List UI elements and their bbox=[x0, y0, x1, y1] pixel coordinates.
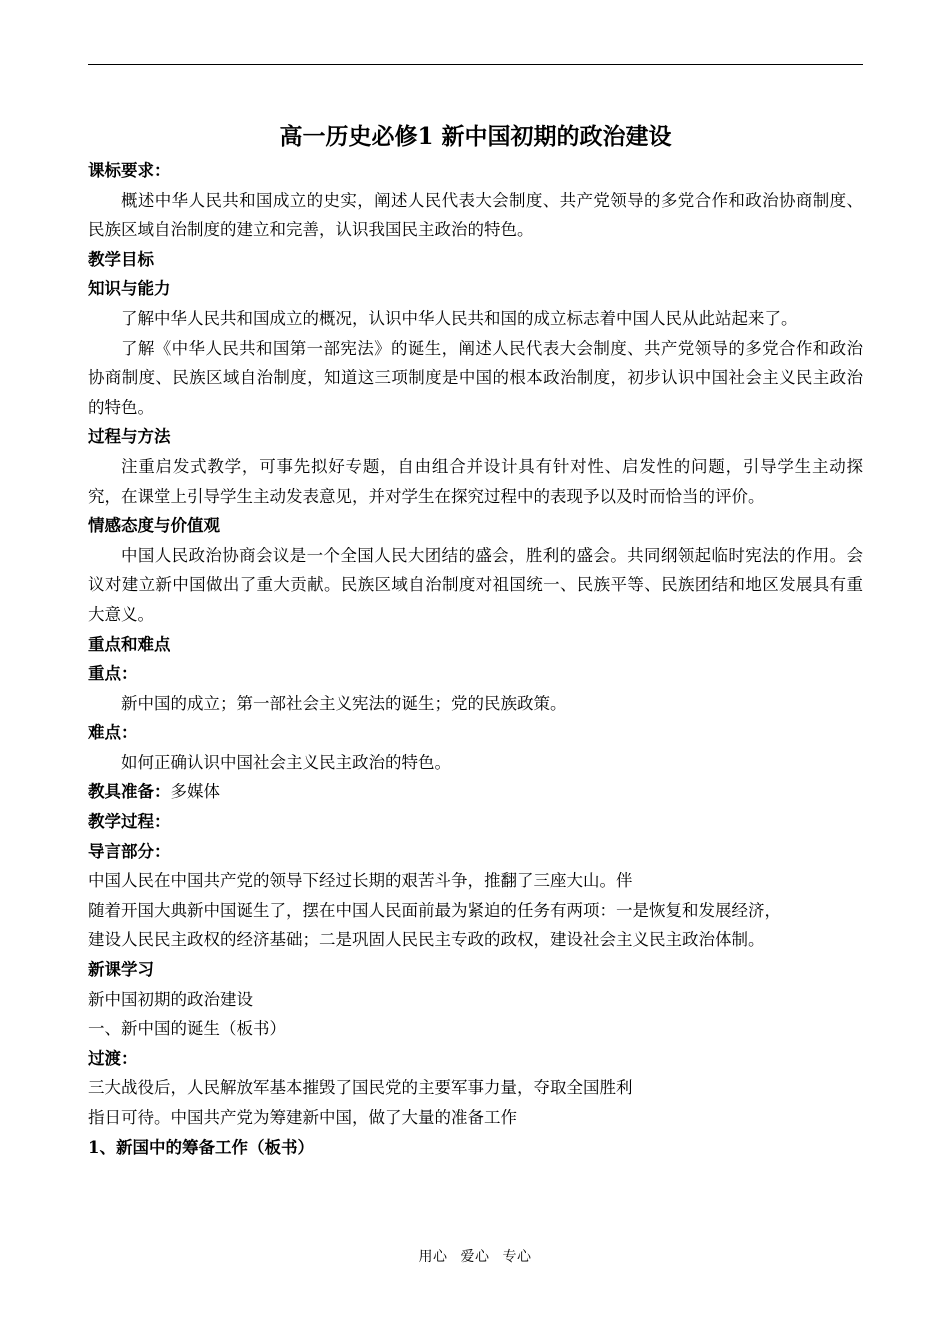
document-body bbox=[88, 120, 863, 1162]
transition-line-1: 三大战役后，人民解放军基本摧毁了国民党的主要军事力量，夺取全国胜利 bbox=[88, 1078, 633, 1098]
process-heading: 过程与方法 bbox=[88, 427, 171, 447]
intro-line-2: 随着开国大典新中国诞生了，摆在中国人民面前最为紧迫的任务有两项：一是恢复和发展经济， bbox=[88, 900, 781, 920]
intro-line-3: 建设人民民主政权的经济基础；二是巩固人民民主专政的政权，建设社会主义民主政治体制。 bbox=[88, 930, 765, 950]
page-title: 高一历史必修1 新中国初期的政治建设 bbox=[279, 123, 672, 150]
knowledge-heading: 知识与能力 bbox=[88, 279, 171, 299]
page-footer: 用心 爱心 专心 bbox=[418, 1249, 532, 1265]
knowledge-paragraph-2: 了解《中华人民共和国第一部宪法》的诞生，阐述人民代表大会制度、共产党领导的多党合作和政治协商制度、民族区域自治制度，知道这三项制度是中国的根本政治制度，初步认识中国社会主义民主政治的特色。 bbox=[88, 338, 863, 417]
new-lesson-heading: 新课学习 bbox=[88, 960, 154, 980]
transition-heading: 过渡： bbox=[88, 1048, 138, 1068]
difficult-text: 如何正确认识中国社会主义民主政治的特色。 bbox=[121, 752, 451, 772]
item-1-title: 1、新国中的筹备工作（板书） bbox=[88, 1137, 314, 1157]
header-rule bbox=[88, 64, 863, 65]
part-1-title: 一、新中国的诞生（板书） bbox=[88, 1019, 286, 1039]
intro-heading: 导言部分： bbox=[88, 841, 171, 861]
teaching-process-heading: 教学过程： bbox=[88, 812, 171, 832]
process-text: 注重启发式教学，可事先拟好专题，自由组合并设计具有针对性、启发性的问题，引导学生主动探究，在课堂上引导学生主动发表意见，并对学生在探究过程中的表现予以及时而恰当的评价。 bbox=[88, 456, 863, 506]
transition-line-2: 指日可待。中国共产党为筹建新中国，做了大量的准备工作 bbox=[88, 1108, 517, 1127]
knowledge-paragraph-1: 了解中华人民共和国成立的概况，认识中华人民共和国的成立标志着中国人民从此站起来了。 bbox=[121, 308, 798, 328]
goals-heading: 教学目标 bbox=[88, 249, 154, 269]
curriculum-text: 概述中华人民共和国成立的史实，阐述人民代表大会制度、共产党领导的多党合作和政治协商制度、民族区域自治制度的建立和完善，认识我国民主政治的特色。 bbox=[88, 190, 863, 240]
emotion-text: 中国人民政治协商会议是一个全国人民大团结的盛会，胜利的盛会。共同纲领起临时宪法的作用。会议对建立新中国做出了重大贡献。民族区域自治制度对祖国统一、民族平等、民族团结和地区发展具有重大意义。 bbox=[88, 545, 863, 624]
new-lesson-title: 新中国初期的政治建设 bbox=[88, 989, 253, 1009]
tools-heading: 教具准备： bbox=[88, 782, 171, 802]
tools-text: 多媒体 bbox=[170, 782, 220, 802]
keypoints-heading: 重点和难点 bbox=[88, 634, 171, 654]
difficult-heading: 难点： bbox=[88, 723, 138, 743]
curriculum-heading: 课标要求： bbox=[88, 161, 171, 180]
tools-line bbox=[88, 777, 863, 807]
key-text: 新中国的成立；第一部社会主义宪法的诞生；党的民族政策。 bbox=[121, 693, 567, 713]
emotion-heading: 情感态度与价值观 bbox=[88, 516, 220, 536]
key-heading: 重点： bbox=[88, 664, 138, 684]
intro-line-1: 中国人民在中国共产党的领导下经过长期的艰苦斗争，推翻了三座大山。伴 bbox=[88, 871, 633, 891]
